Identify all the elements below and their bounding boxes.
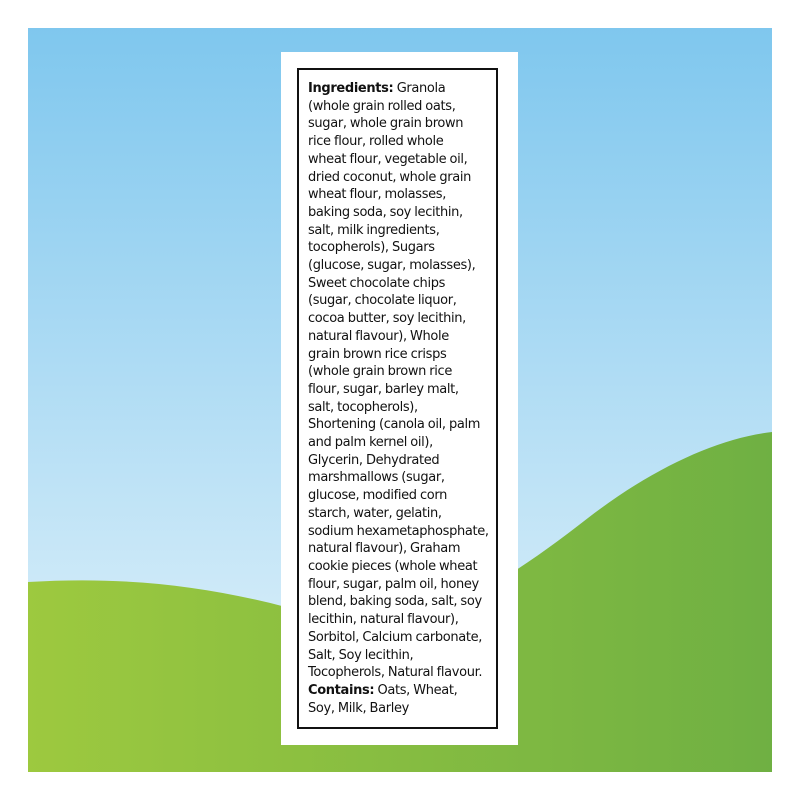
ingredients-panel <box>281 52 518 745</box>
contains-line: Soy, Milk, Barley <box>308 700 409 716</box>
ingredients-line: flour, sugar, barley malt, <box>308 381 459 397</box>
ingredients-line: Shortening (canola oil, palm <box>308 417 481 433</box>
ingredients-line: (whole grain brown rice <box>308 364 453 380</box>
ingredients-line: flour, sugar, palm oil, honey <box>308 576 479 592</box>
ingredients-line: wheat flour, vegetable oil, <box>308 151 468 167</box>
ingredients-line: sodium hexametaphosphate, <box>308 523 489 539</box>
ingredients-line: lecithin, natural flavour), <box>308 612 459 628</box>
contains-text: Oats, Wheat, <box>374 682 458 698</box>
ingredients-line: Sorbitol, Calcium carbonate, <box>308 629 483 645</box>
ingredients-line: cocoa butter, soy lecithin, <box>308 311 466 327</box>
ingredients-line: Sweet chocolate chips <box>308 275 446 291</box>
ingredients-line: starch, water, gelatin, <box>308 505 442 521</box>
ingredients-line: (sugar, chocolate liquor, <box>308 293 457 309</box>
contains-heading: Contains: <box>308 682 375 698</box>
ingredients-line: (glucose, sugar, molasses), <box>308 258 476 274</box>
ingredients-line: blend, baking soda, salt, soy <box>308 594 482 610</box>
ingredients-line: salt, milk ingredients, <box>308 222 440 238</box>
ingredients-line: Tocopherols, Natural flavour. <box>308 665 483 681</box>
ingredients-line: natural flavour), Whole <box>308 328 449 344</box>
ingredients-line: rice flour, rolled whole <box>308 134 444 150</box>
ingredients-line: Salt, Soy lecithin, <box>308 647 414 663</box>
ingredients-line: wheat flour, molasses, <box>308 187 447 203</box>
ingredients-heading: Ingredients: <box>308 81 394 96</box>
ingredients-line: tocopherols), Sugars <box>308 240 435 256</box>
ingredients-line: cookie pieces (whole wheat <box>308 558 478 574</box>
ingredients-label <box>297 68 498 729</box>
ingredients-line: glucose, modified corn <box>308 488 448 504</box>
ingredients-line: baking soda, soy lecithin, <box>308 204 463 220</box>
ingredients-line: dried coconut, whole grain <box>308 169 472 185</box>
ingredients-line: and palm kernel oil), <box>308 435 433 451</box>
ingredients-line: grain brown rice crisps <box>308 346 447 362</box>
ingredients-line <box>308 80 496 98</box>
ingredients-line: marshmallows (sugar, <box>308 470 445 486</box>
ingredients-line: natural flavour), Graham <box>308 541 461 557</box>
ingredients-line: salt, tocopherols), <box>308 399 418 415</box>
ingredients-line: sugar, whole grain brown <box>308 116 464 132</box>
contains-line <box>308 682 496 700</box>
ingredients-text: Granola <box>393 81 446 96</box>
ingredients-line: Glycerin, Dehydrated <box>308 452 440 468</box>
ingredients-line: (whole grain rolled oats, <box>308 98 456 114</box>
